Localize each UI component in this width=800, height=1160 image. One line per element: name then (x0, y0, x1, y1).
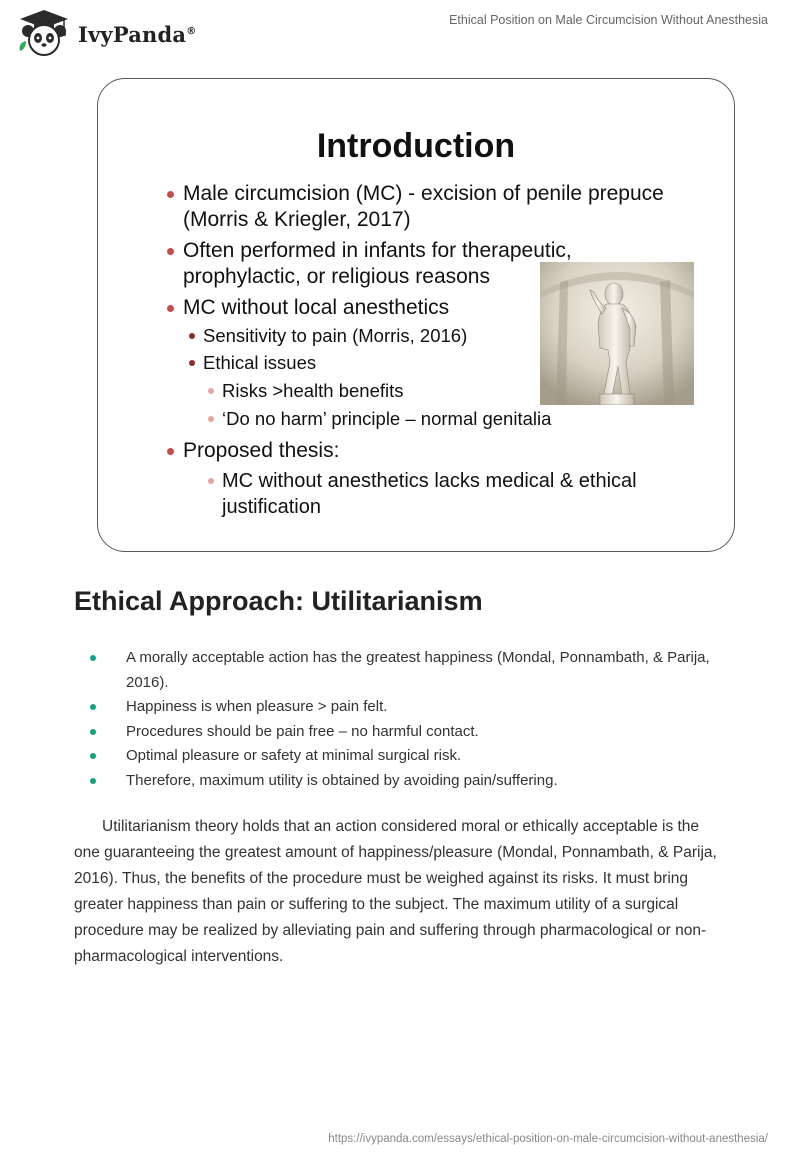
slide-bullet-dot (167, 248, 174, 255)
section-heading: Ethical Approach: Utilitarianism (74, 586, 483, 616)
document-title: Ethical Position on Male Circumcision Without Anesthesia (449, 13, 768, 27)
source-url-link[interactable]: https://ivypanda.com/essays/ethical-position-on-male-circumcision-without-anesthesia/ (328, 1133, 768, 1145)
slide-subsubbullet-dot (208, 478, 214, 484)
slide-bullet-dot (167, 448, 174, 455)
body-paragraph: Utilitarianism theory holds that an action considered moral or ethically acceptable is the one guaranteeing the greatest amount of happiness/pleasure (Mondal, Ponnambath, & Parija, 2016). Thus, the benefits of the procedure must be weighed against its risks. It must bring greater happiness than pain or suffering to the subject. The maximum utility of a surgical procedure may be realized by alleviating pain and suffering through pharmacological or non-pharmacological interventions. (74, 818, 717, 965)
slide-bullet-text: MC without local anesthetics (183, 296, 450, 319)
slide-subbullet-dot (189, 360, 195, 366)
slide-bullet-dot (167, 191, 174, 198)
slide-subsubbullet-dot (208, 416, 214, 422)
slide-title: Introduction (316, 127, 516, 165)
slide-bullet-dot (167, 305, 174, 312)
slide-subbullet-dot (189, 333, 195, 339)
slide-subsubbullet-text: Risks >health benefits (222, 380, 404, 401)
brand-name: IvyPanda® (78, 21, 197, 47)
list-item: Procedures should be pain free – no harmful contact. (74, 720, 734, 745)
slide-subbullet-text: Ethical issues (203, 352, 317, 373)
utilitarianism-bullet-list (74, 646, 734, 793)
presentation-slide (97, 78, 735, 552)
david-statue-image (540, 262, 694, 405)
slide-bullet-text: Male circumcision (MC) - excision of penile prepuce (Morris & Kriegler, 2017) (183, 182, 664, 231)
list-item: Happiness is when pleasure > pain felt. (74, 695, 734, 720)
list-item: A morally acceptable action has the greatest happiness (Mondal, Ponnambath, & Parija, 2016). (74, 646, 734, 695)
panda-graduate-icon (14, 7, 74, 57)
ivypanda-logo[interactable] (14, 7, 196, 57)
slide-subsubbullet-text: MC without anesthetics lacks medical & ethical justification (222, 470, 637, 518)
slide-subsubbullet-dot (208, 388, 214, 394)
slide-bullet-text: Often performed in infants for therapeutic, prophylactic, or religious reasons (183, 239, 572, 288)
slide-subsubbullet-text: ‘Do no harm’ principle – normal genitalia (222, 408, 552, 429)
list-item: Optimal pleasure or safety at minimal surgical risk. (74, 744, 734, 769)
list-item: Therefore, maximum utility is obtained by avoiding pain/suffering. (74, 769, 734, 794)
slide-subbullet-text: Sensitivity to pain (Morris, 2016) (203, 325, 468, 346)
slide-bullet-text: Proposed thesis: (183, 439, 340, 462)
page-header (0, 0, 800, 60)
